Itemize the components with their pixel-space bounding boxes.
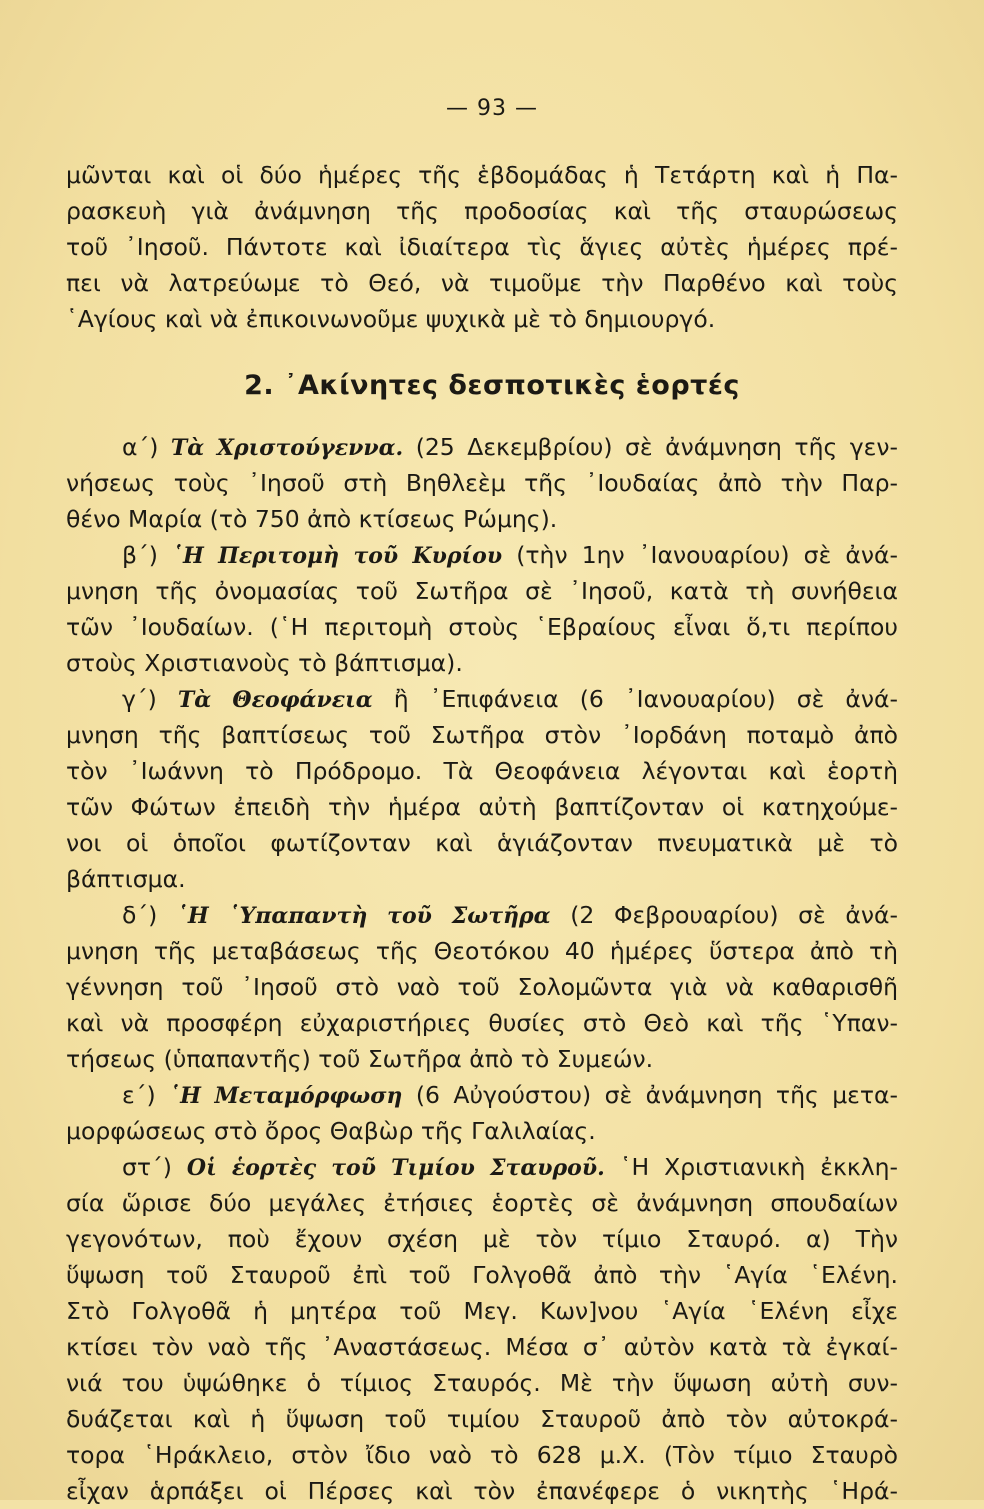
text-line: τὸν ᾽Ιωάννη τὸ Πρόδρομο. Τὰ Θεοφάνεια λέγονται καὶ ἑορτὴ [66, 757, 898, 785]
item-text: (6 Αὐγούστου) σὲ ἀνάμνηση τῆς μετα- [415, 1081, 898, 1109]
item-text: (25 Δεκεμβρίου) σὲ ἀνάμνηση τῆς γεν- [415, 433, 898, 461]
item-circumcision [122, 537, 898, 573]
text-line: πει νὰ λατρεύωμε τὸ Θεό, νὰ τιμοῦμε τὴν Παρθένο καὶ τοὺς [66, 269, 898, 297]
item-title: ῾Η Περιτομὴ τοῦ Κυρίου [172, 543, 503, 569]
item-label: α΄) [122, 433, 159, 461]
item-title: Τὰ Θεοφάνεια [177, 687, 373, 713]
item-transfiguration [122, 1077, 898, 1113]
text-line: μορφώσεως στὸ ὄρος Θαβὼρ τῆς Γαλιλαίας. [66, 1117, 596, 1145]
item-label: β΄) [122, 541, 158, 569]
text-line: Στὸ Γολγοθᾶ ἡ μητέρα τοῦ Μεγ. Κων]νου ῾Αγία ῾Ελένη εἶχε [66, 1297, 898, 1325]
text-line: ὕψωση τοῦ Σταυροῦ ἐπὶ τοῦ Γολγοθᾶ ἀπὸ τὴν ῾Αγία ῾Ελένη. [66, 1261, 898, 1289]
text-line: γέννηση τοῦ ᾽Ιησοῦ στὸ ναὸ τοῦ Σολομῶντα γιὰ νὰ καθαρισθῆ [66, 973, 898, 1001]
item-label: γ΄) [122, 685, 157, 713]
item-title: ῾Η Μεταμόρφωση [169, 1083, 403, 1109]
text-line: μῶνται καὶ οἱ δύο ἡμέρες τῆς ἑβδομάδας ἡ Τετάρτη καὶ ἡ Πα- [66, 161, 898, 189]
text-line: θένο Μαρία (τὸ 750 ἀπὸ κτίσεως Ρώμης). [66, 505, 558, 533]
text-line: μνηση τῆς ὀνομασίας τοῦ Σωτῆρα σὲ ᾽Ιησοῦ, κατὰ τὴ συνήθεια [66, 577, 898, 605]
item-text: ἢ ᾽Επιφάνεια (6 ᾽Ιανουαρίου) σὲ ἀνά- [393, 685, 898, 713]
text-line: μνηση τῆς μεταβάσεως τῆς Θεοτόκου 40 ἡμέρες ὕστερα ἀπὸ τὴ [66, 937, 898, 965]
item-text: ῾Η Χριστιανικὴ ἐκκλη- [619, 1153, 898, 1181]
text-line: μνηση τῆς βαπτίσεως τοῦ Σωτῆρα στὸν ᾽Ιορδάνη ποταμὸ ἀπὸ [66, 721, 898, 749]
page-number: — 93 — [446, 96, 538, 121]
item-text: (τὴν 1ην ᾽Ιανουαρίου) σὲ ἀνά- [516, 541, 898, 569]
item-presentation [122, 897, 898, 933]
text-line: καὶ νὰ προσφέρη εὐχαριστήριες θυσίες στὸ Θεὸ καὶ τῆς ῾Υπαν- [66, 1009, 898, 1037]
item-christmas [122, 429, 898, 465]
item-theophany [122, 681, 898, 717]
item-title: ῾Η ῾Υπαπαντὴ τοῦ Σωτῆρα [176, 903, 551, 929]
text-line: εἶχαν ἁρπάξει οἱ Πέρσες καὶ τὸν ἐπανέφερε ὁ νικητὴς ῾Ηρά- [66, 1477, 898, 1505]
text-line: τορα ῾Ηράκλειο, στὸν ἴδιο ναὸ τὸ 628 μ.Χ. (Τὸν τίμιο Σταυρὸ [66, 1441, 898, 1469]
text-line: τήσεως (ὑπαπαντῆς) τοῦ Σωτῆρα ἀπὸ τὸ Συμεών. [66, 1045, 654, 1073]
section-heading: 2. ᾽Ακίνητες δεσποτικὲς ἑορτές [244, 370, 740, 401]
text-line: νήσεως τοὺς ᾽Ιησοῦ στὴ Βηθλεὲμ τῆς ᾽Ιουδαίας ἀπὸ τὴν Παρ- [66, 469, 898, 497]
text-line: ῾Αγίους καὶ νὰ ἐπικοινωνοῦμε ψυχικὰ μὲ τὸ δημιουργό. [66, 305, 716, 333]
item-label: δ΄) [122, 901, 158, 929]
text-line: κτίσει τὸν ναὸ τῆς ᾽Αναστάσεως. Μέσα σ᾽ αὐτὸν κατὰ τὰ ἐγκαί- [66, 1333, 898, 1361]
text-line: τῶν Φώτων ἐπειδὴ τὴν ἡμέρα αὐτὴ βαπτίζονταν οἱ κατηχούμε- [66, 793, 898, 821]
text-line: νοι οἱ ὁποῖοι φωτίζονταν καὶ ἁγιάζονταν πνευματικὰ μὲ τὸ [66, 829, 898, 857]
item-holy-cross [122, 1149, 898, 1185]
item-title: Οἱ ἑορτὲς τοῦ Τιμίου Σταυροῦ. [186, 1155, 605, 1181]
text-line: τῶν ᾽Ιουδαίων. (῾Η περιτομὴ στοὺς ῾Εβραίους εἶναι ὅ,τι περίπου [66, 613, 898, 641]
text-line: δυάζεται καὶ ἡ ὕψωση τοῦ τιμίου Σταυροῦ ἀπὸ τὸν αὐτοκρά- [66, 1405, 898, 1433]
text-line: ρασκευὴ γιὰ ἀνάμνηση τῆς προδοσίας καὶ τῆς σταυρώσεως [66, 197, 898, 225]
item-label: στ΄) [122, 1153, 172, 1181]
item-label: ε΄) [122, 1081, 156, 1109]
text-line: γεγονότων, ποὺ ἔχουν σχέση μὲ τὸν τίμιο Σταυρό. α) Τὴν [66, 1225, 898, 1253]
text-line: νιά του ὑψώθηκε ὁ τίμιος Σταυρός. Μὲ τὴν ὕψωση αὐτὴ συν- [66, 1369, 898, 1397]
text-line: σία ὥρισε δύο μεγάλες ἐτήσιες ἑορτὲς σὲ ἀνάμνηση σπουδαίων [66, 1189, 898, 1217]
text-line: βάπτισμα. [66, 865, 186, 893]
item-title: Τὰ Χριστούγεννα. [170, 435, 404, 461]
text-line: τοῦ ᾽Ιησοῦ. Πάντοτε καὶ ἰδιαίτερα τὶς ἅγιες αὐτὲς ἡμέρες πρέ- [66, 233, 898, 261]
item-text: (2 Φεβρουαρίου) σὲ ἀνά- [570, 901, 898, 929]
text-line: στοὺς Χριστιανοὺς τὸ βάπτισμα). [66, 649, 463, 677]
